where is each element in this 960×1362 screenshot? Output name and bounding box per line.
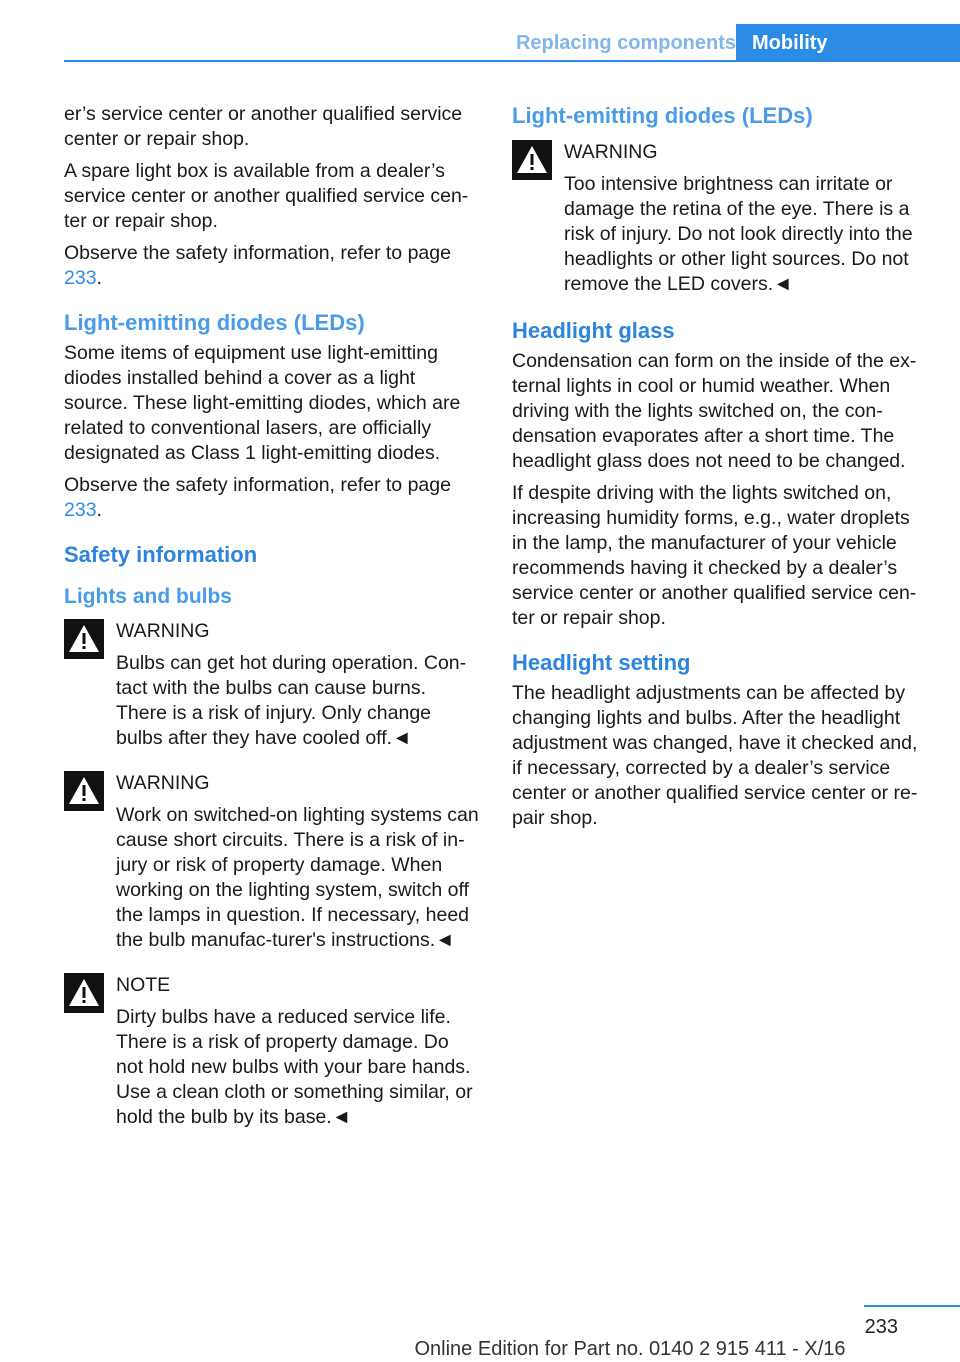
page-link[interactable]: 233 (64, 267, 97, 289)
section-heading-led: Light-emitting diodes (LEDs) (64, 310, 365, 335)
warning-triangle-icon (512, 140, 552, 180)
warning-triangle-icon (64, 771, 104, 811)
warning-block (64, 771, 480, 953)
paragraph: Some items of equipment use light-emitting diodes installed behind a cover as a light source. These light-emitting diodes, which are related to conventional lasers, are officially designated as Class 1 light-emitting diodes. (64, 342, 461, 464)
note-text: Dirty bulbs have a reduced service life. There is a risk of property damage. Do not hold new bulbs with your bare hands. Use a clean cloth or something similar, or hold the bulb by its base.◄ (116, 1006, 473, 1128)
paragraph-reference: Observe the safety information, refer to page 233. (64, 242, 451, 289)
warning-title: WARNING (564, 141, 658, 163)
warning-text: Bulbs can get hot during operation. Con‐tact with the bulbs can cause burns. There is a risk of injury. Only change bulbs after they have cooled off.◄ (116, 652, 467, 749)
note-block (64, 973, 480, 1130)
warning-title: WARNING (116, 772, 210, 794)
page-link[interactable]: 233 (64, 499, 97, 521)
paragraph: er’s service center or another qualified service center or repair shop. (64, 103, 463, 150)
warning-block (512, 140, 928, 297)
paragraph: The headlight adjustments can be affected by changing lights and bulbs. After the headlight adjustment was changed, have it checked and, if necessary, corrected by a dealer’s service center or another qualified service center or re‐pair shop. (512, 682, 918, 829)
edition-footer: Online Edition for Part no. 0140 2 915 411 - X/16 (414, 1338, 846, 1360)
warning-title: WARNING (116, 620, 210, 642)
section-heading-safety: Safety information (64, 542, 258, 567)
warning-triangle-icon (64, 619, 104, 659)
header-rule (64, 60, 960, 62)
paragraph: A spare light box is available from a dealer’s service center or another qualified service cen‐ter or repair shop. (64, 160, 469, 232)
warning-triangle-icon (64, 973, 104, 1013)
paragraph: Condensation can form on the inside of the ex‐ternal lights in cool or humid weather. When driving with the lights switched on, the con‐densation evaporates after a short time. The headlight glass does not need to be changed. (512, 350, 917, 472)
note-title: NOTE (116, 974, 171, 996)
section-heading-led: Light-emitting diodes (LEDs) (512, 103, 813, 128)
warning-text: Too intensive brightness can irritate or damage the retina of the eye. There is a risk of injury. Do not look directly into the headlights or other light sources. Do not remove the LED covers.◄ (564, 173, 913, 295)
page-number: 233 (864, 1316, 898, 1338)
warning-block (64, 619, 480, 751)
header-chapter-tab[interactable]: Mobility (736, 24, 960, 62)
right-column (512, 102, 928, 838)
left-column (64, 102, 480, 1150)
paragraph-reference: Observe the safety information, refer to page 233. (64, 474, 451, 521)
subsection-heading-lights: Lights and bulbs (64, 585, 232, 608)
header-section-title: Replacing components (515, 32, 736, 54)
section-heading-glass: Headlight glass (512, 318, 675, 343)
section-heading-setting: Headlight setting (512, 650, 691, 675)
warning-text: Work on switched-on lighting systems can cause short circuits. There is a risk of in‐jury or risk of property damage. When working on the lighting system, switch off the lamps in question. If necessary, heed the bulb manufac‐turer's instructions.◄ (116, 804, 479, 951)
page-header (64, 24, 960, 62)
paragraph: If despite driving with the lights switched on, increasing humidity forms, e.g., water droplets in the lamp, the manufacturer of your vehicle recommends having it checked by a dealer’s service center or another qualified service cen‐ter or repair shop. (512, 482, 917, 629)
footer-rule (864, 1305, 960, 1307)
